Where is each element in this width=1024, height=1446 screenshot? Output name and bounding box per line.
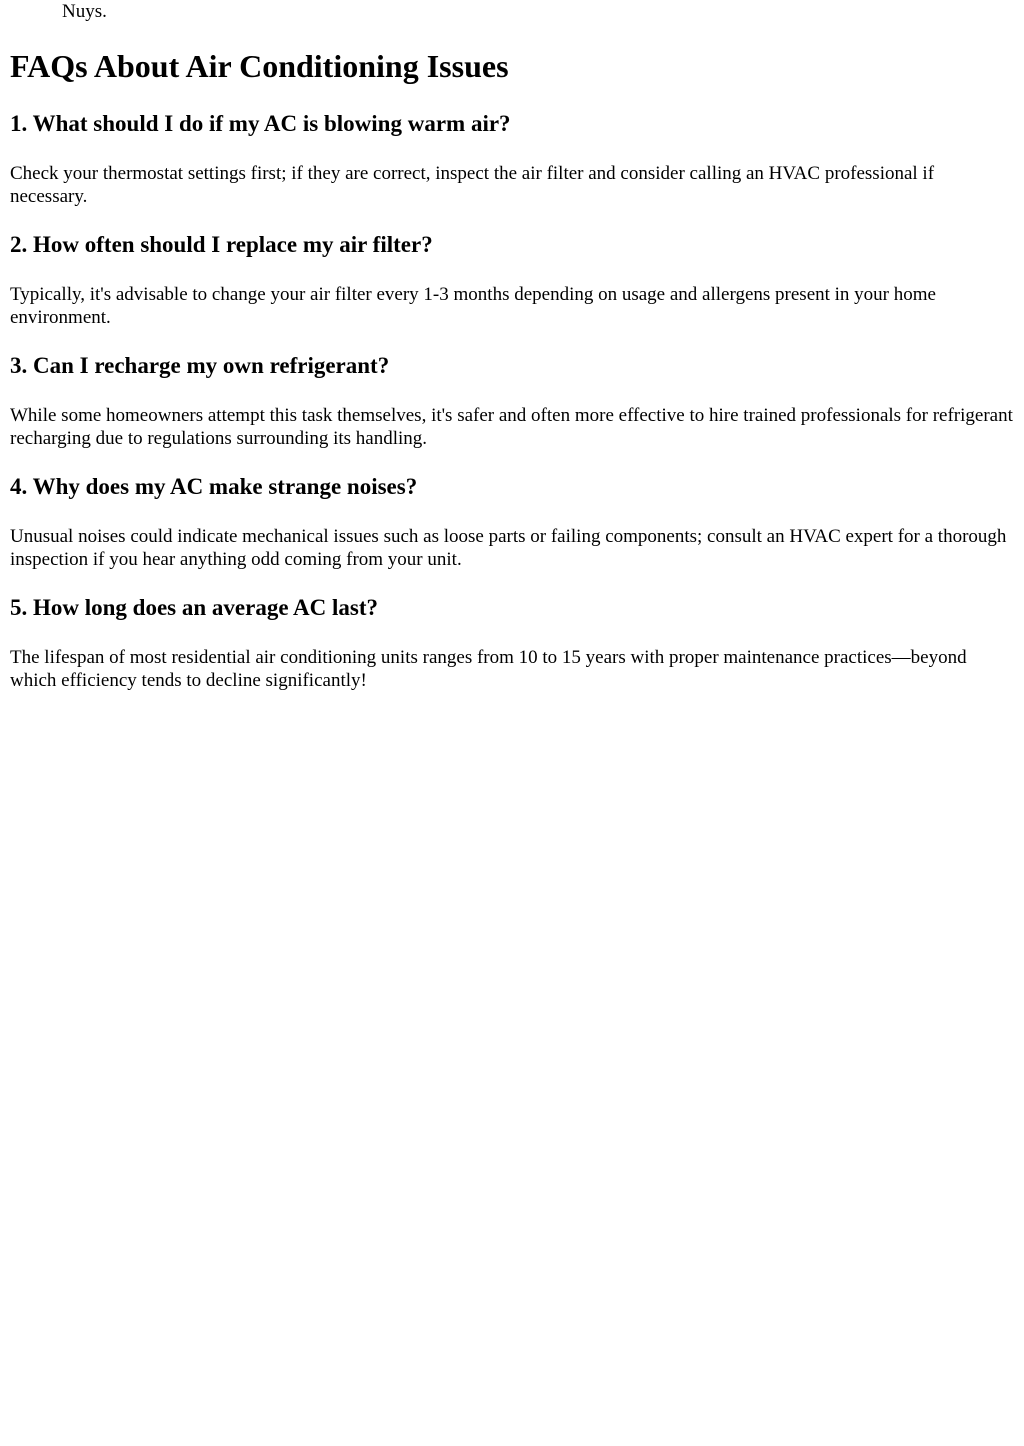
- faq-item: [10, 110, 1014, 208]
- faq-question: 2. How often should I replace my air filter?: [10, 232, 433, 257]
- faq-item: [10, 473, 1014, 571]
- faq-answer: Unusual noises could indicate mechanical issues such as loose parts or failing components; consult an HVAC expert for a thorough inspection if you hear anything odd coming from your unit.: [10, 526, 1007, 570]
- faq-section: [10, 44, 1014, 692]
- faq-answer: The lifespan of most residential air conditioning units ranges from 10 to 15 years with proper maintenance practices—beyond which efficiency tends to decline significantly!: [10, 647, 967, 691]
- faq-item: [10, 231, 1014, 329]
- faq-heading: FAQs About Air Conditioning Issues: [10, 48, 509, 84]
- faq-question: 1. What should I do if my AC is blowing warm air?: [10, 111, 511, 136]
- faq-answer: While some homeowners attempt this task themselves, it's safer and often more effective to hire trained professionals for refrigerant recharging due to regulations surrounding its handling.: [10, 405, 1013, 449]
- faq-answer: Check your thermostat settings first; if they are correct, inspect the air filter and consider calling an HVAC professional if necessary.: [10, 163, 935, 207]
- faq-question: 5. How long does an average AC last?: [10, 595, 378, 620]
- faq-question: 3. Can I recharge my own refrigerant?: [10, 353, 390, 378]
- faq-answer: Typically, it's advisable to change your air filter every 1-3 months depending on usage and allergens present in your home environment.: [10, 284, 936, 328]
- faq-list: [10, 110, 1014, 692]
- faq-item: [10, 594, 1014, 692]
- previous-paragraph-tail: Nuys.: [62, 1, 107, 22]
- faq-question: 4. Why does my AC make strange noises?: [10, 474, 418, 499]
- faq-item: [10, 352, 1014, 450]
